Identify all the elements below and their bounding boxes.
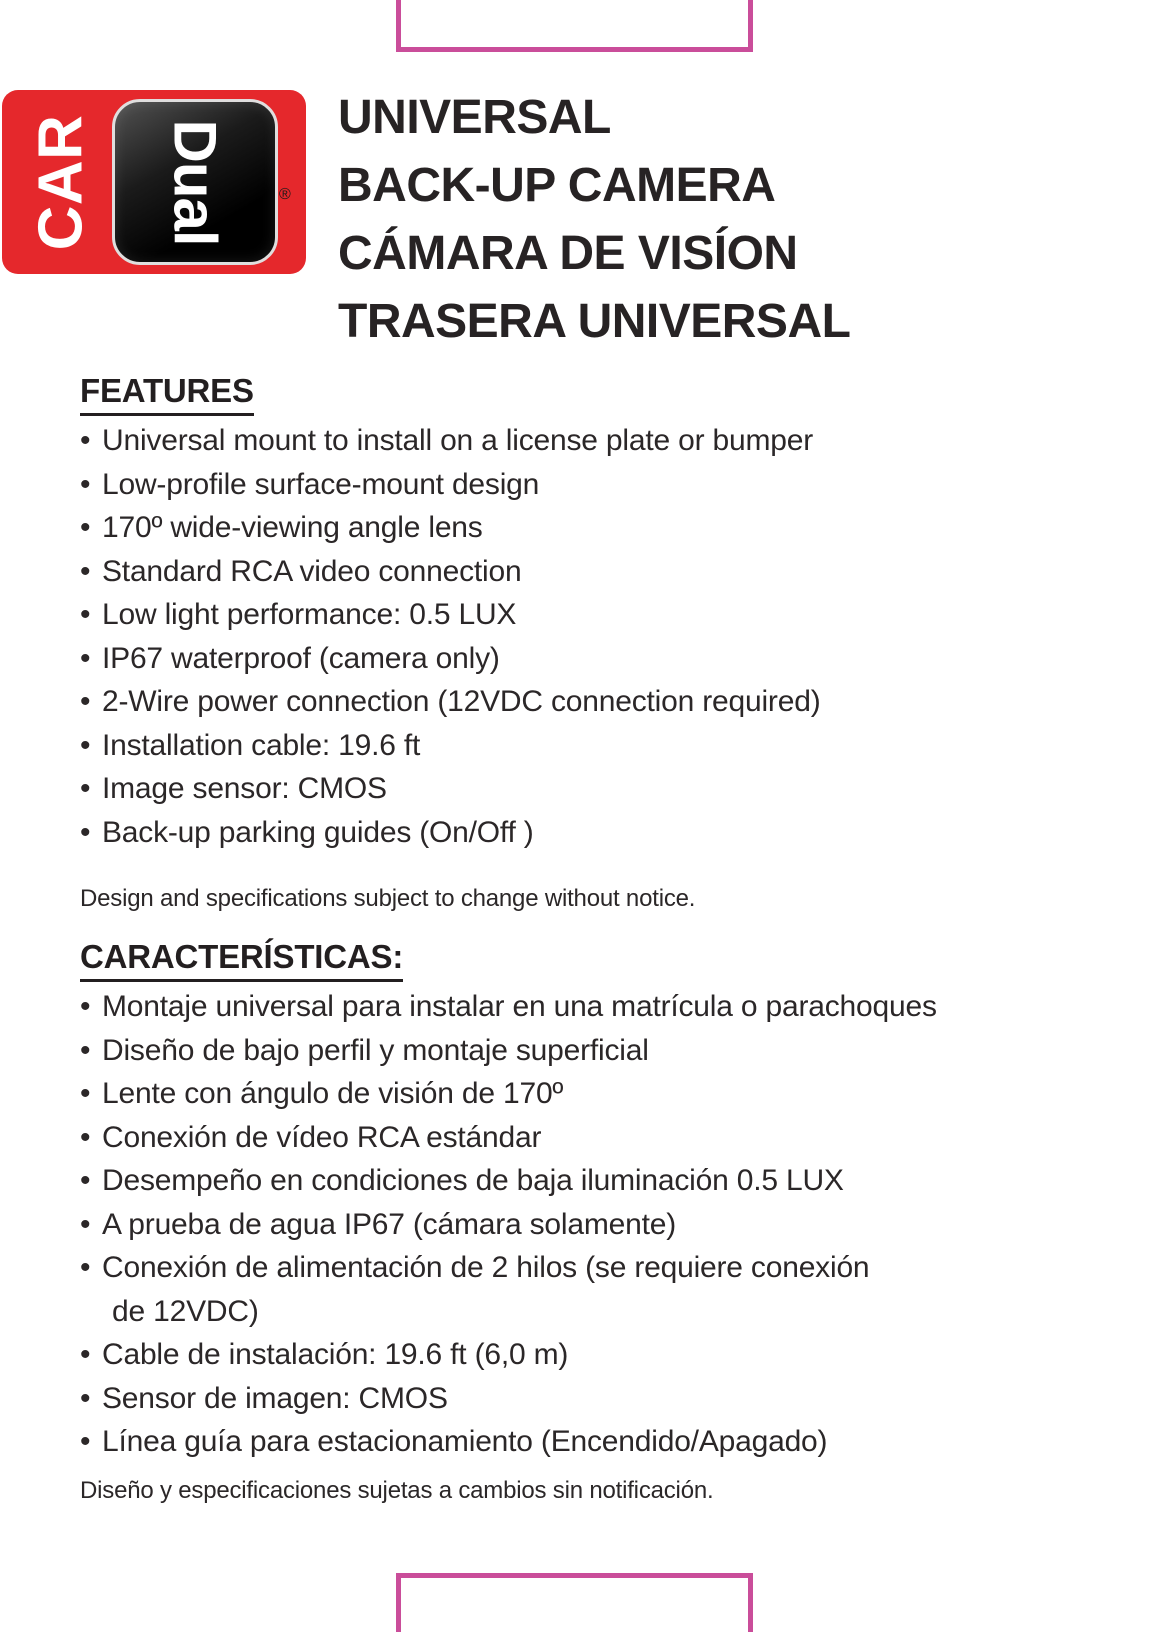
feature-text: Image sensor: CMOS xyxy=(102,772,387,805)
features-heading: FEATURES xyxy=(80,372,254,416)
product-title xyxy=(338,84,850,356)
caracteristica-text: Desempeño en condiciones de baja iluminación 0.5 LUX xyxy=(102,1164,844,1197)
caracteristica-text: Conexión de alimentación de 2 hilos (se requiere conexión de 12VDC) xyxy=(102,1246,869,1333)
caracteristica-text: Sensor de imagen: CMOS xyxy=(102,1381,448,1415)
bullet-icon: • xyxy=(80,990,91,1023)
bullet-icon: • xyxy=(80,1164,91,1197)
bullet-icon: • xyxy=(80,728,91,762)
caracteristica-item xyxy=(80,1116,1092,1160)
bullet-icon: • xyxy=(80,1251,91,1284)
logo-car-column xyxy=(10,90,112,274)
bullet-icon: • xyxy=(80,641,91,675)
title-line-4: TRASERA UNIVERSAL xyxy=(338,295,851,348)
caracteristica-item xyxy=(80,1333,1092,1377)
logo-car-text: CAR xyxy=(26,114,96,250)
bullet-icon: • xyxy=(80,467,91,501)
features-section xyxy=(80,372,1092,914)
bullet-icon: • xyxy=(80,772,91,805)
caracteristica-text: Cable de instalación: 19.6 ft (6,0 m) xyxy=(102,1338,569,1371)
title-line-1: UNIVERSAL xyxy=(338,91,611,144)
feature-item xyxy=(80,419,1092,463)
feature-item xyxy=(80,593,1092,637)
caracteristica-item xyxy=(80,985,1092,1029)
bullet-icon: • xyxy=(80,685,91,718)
bullet-icon: • xyxy=(80,815,91,849)
feature-item xyxy=(80,506,1092,550)
caracteristicas-section xyxy=(80,938,1092,1506)
features-disclaimer: Design and specifications subject to change without notice. xyxy=(80,885,696,912)
caracteristica-text: Montaje universal para instalar en una matrícula o parachoques xyxy=(102,990,937,1023)
feature-item xyxy=(80,767,1092,811)
caracteristica-text: A prueba de agua IP67 (cámara solamente) xyxy=(102,1207,677,1241)
feature-item xyxy=(80,811,1092,855)
features-list xyxy=(80,419,1092,854)
caracteristicas-heading: CARACTERÍSTICAS: xyxy=(80,938,403,982)
caracteristica-text: Lente con ángulo de visión de 170º xyxy=(102,1077,564,1110)
feature-item xyxy=(80,724,1092,768)
caracteristica-item xyxy=(80,1159,1092,1203)
crop-mark-bottom xyxy=(396,1573,753,1632)
feature-item xyxy=(80,463,1092,507)
dual-car-logo xyxy=(2,90,306,274)
dual-logo-box xyxy=(112,99,278,265)
feature-text: Installation cable: 19.6 ft xyxy=(102,728,421,762)
feature-text: Standard RCA video connection xyxy=(102,554,522,588)
feature-text: Back-up parking guides (On/Off ) xyxy=(102,815,534,849)
logo-dual-text: Dual xyxy=(161,118,229,246)
caracteristica-text: Conexión de vídeo RCA estándar xyxy=(102,1120,542,1154)
caracteristica-item xyxy=(80,1377,1092,1421)
bullet-icon: • xyxy=(80,1120,91,1154)
bullet-icon: • xyxy=(80,1077,91,1110)
bullet-icon: • xyxy=(80,1425,91,1458)
caracteristica-item xyxy=(80,1420,1092,1464)
caracteristica-item xyxy=(80,1246,1092,1333)
feature-text: Low-profile surface-mount design xyxy=(102,467,540,501)
feature-text: IP67 waterproof (camera only) xyxy=(102,641,500,675)
feature-item xyxy=(80,550,1092,594)
bullet-icon: • xyxy=(80,424,91,457)
bullet-icon: • xyxy=(80,598,91,631)
bullet-icon: • xyxy=(80,511,91,544)
bullet-icon: • xyxy=(80,1381,91,1415)
bullet-icon: • xyxy=(80,1338,91,1371)
caracteristica-item xyxy=(80,1072,1092,1116)
caracteristica-text: Línea guía para estacionamiento (Encendido/Apagado) xyxy=(102,1425,828,1458)
caracteristicas-disclaimer: Diseño y especificaciones sujetas a cambios sin notificación. xyxy=(80,1476,714,1504)
caracteristica-text: Diseño de bajo perfil y montaje superficial xyxy=(102,1033,649,1067)
feature-text: Low light performance: 0.5 LUX xyxy=(102,598,517,631)
caracteristicas-list xyxy=(80,985,1092,1464)
title-line-2: BACK-UP CAMERA xyxy=(338,159,776,212)
crop-mark-top xyxy=(396,0,753,52)
caracteristica-item xyxy=(80,1203,1092,1247)
bullet-icon: • xyxy=(80,1033,91,1067)
feature-text: 2-Wire power connection (12VDC connection required) xyxy=(102,685,821,718)
feature-item xyxy=(80,637,1092,681)
bullet-icon: • xyxy=(80,554,91,588)
bullet-icon: • xyxy=(80,1207,91,1241)
caracteristica-item xyxy=(80,1029,1092,1073)
feature-text: 170º wide-viewing angle lens xyxy=(102,511,483,544)
caracteristica-text-continuation: de 12VDC) xyxy=(112,1294,259,1328)
feature-text: Universal mount to install on a license plate or bumper xyxy=(102,424,814,457)
page-content xyxy=(80,372,1092,1506)
title-line-3: CÁMARA DE VISÍON xyxy=(338,227,798,280)
registered-trademark-symbol: ® xyxy=(279,186,291,203)
feature-item xyxy=(80,680,1092,724)
